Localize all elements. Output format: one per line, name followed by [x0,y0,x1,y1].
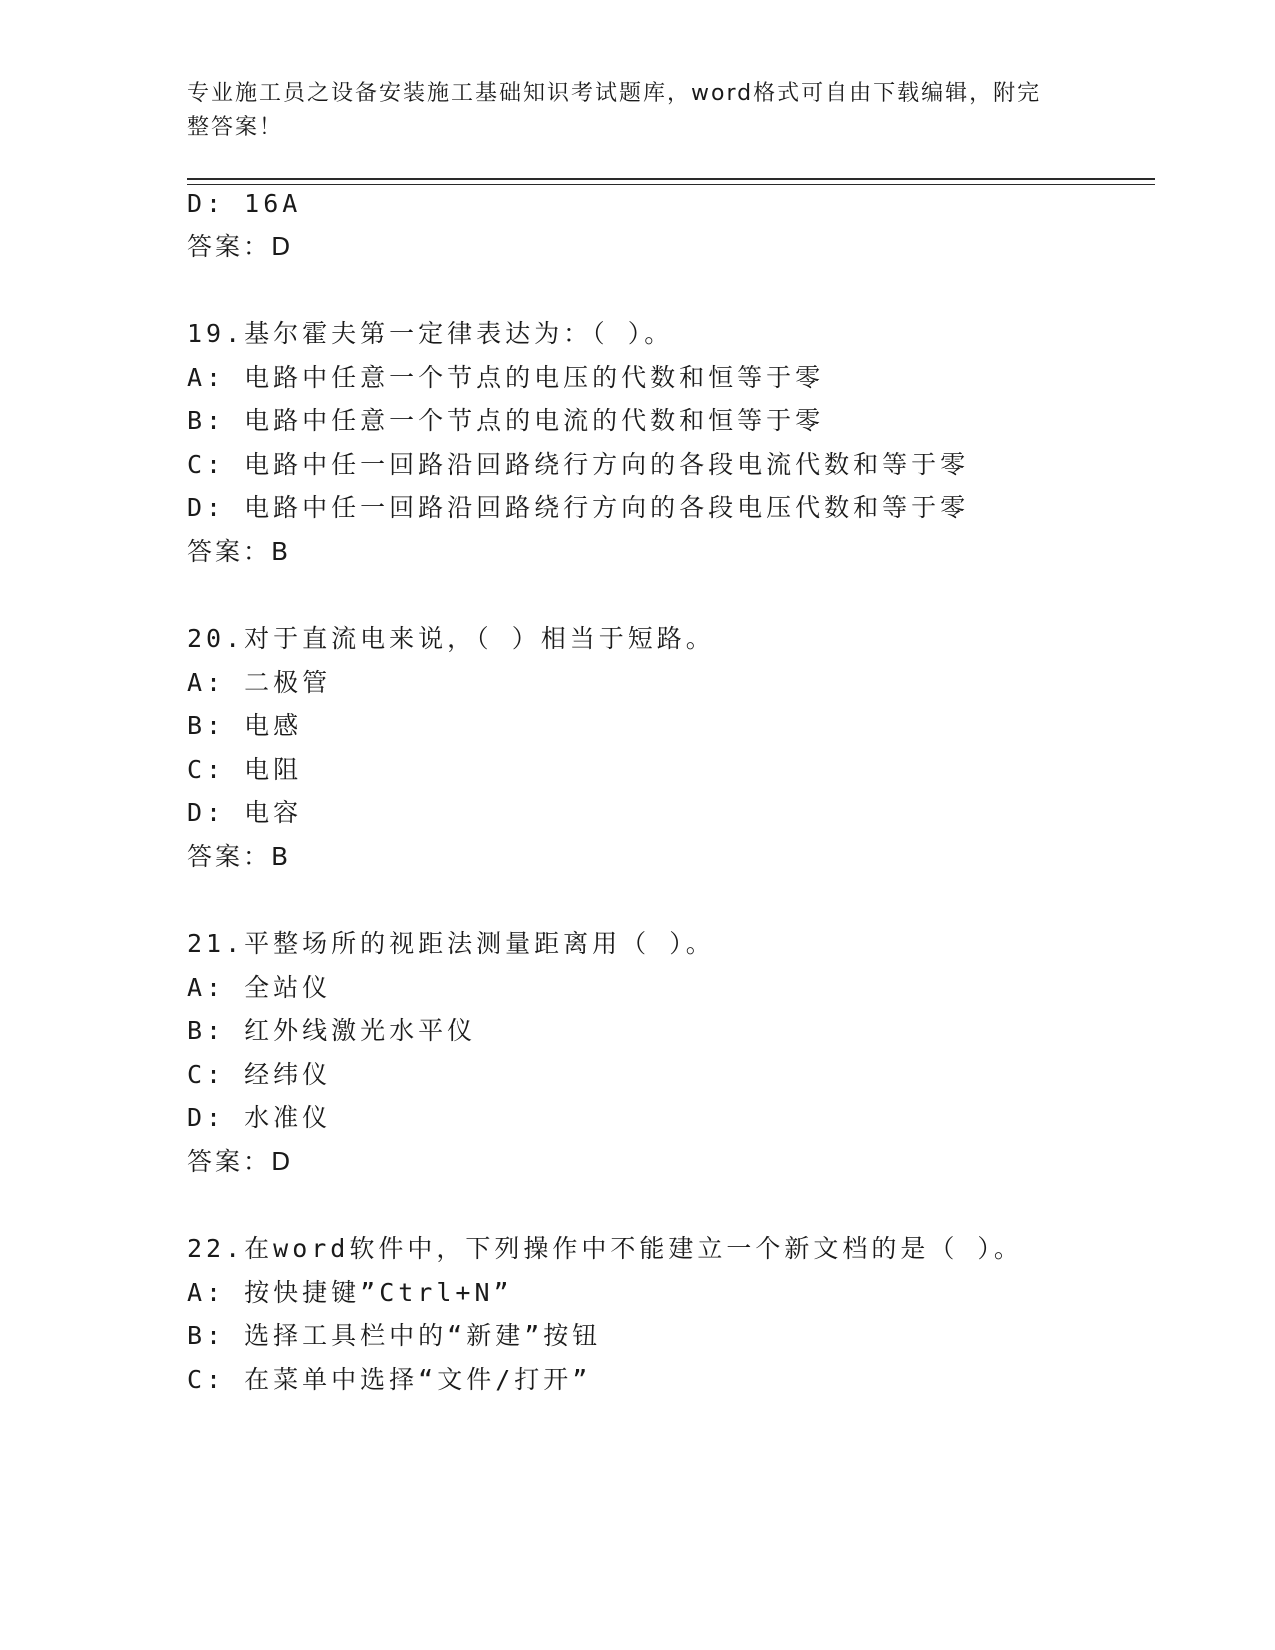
question-stem: 21.平整场所的视距法测量距离用（ ）。 [187,929,715,958]
option-b: B: 红外线激光水平仪 [187,1016,477,1045]
option-b: B: 选择工具栏中的“新建”按钮 [187,1321,602,1350]
option-a: A: 电路中任意一个节点的电压的代数和恒等于零 [187,363,825,392]
answer: 答案：D [187,1147,294,1176]
header-divider-thin [187,184,1155,185]
option-a: A: 二极管 [187,668,332,697]
option-d: D: 水准仪 [187,1103,332,1132]
option-b: B: 电路中任意一个节点的电流的代数和恒等于零 [187,406,825,435]
header-divider-thick [187,178,1155,180]
option-a: A: 全站仪 [187,973,332,1002]
option-b: B: 电感 [187,711,303,740]
answer: 答案：B [187,537,292,566]
answer: 答案：D [187,232,294,261]
header-title-line-2: 整答案！ [187,115,284,140]
option-d: D: 电路中任一回路沿回路绕行方向的各段电压代数和等于零 [187,493,970,522]
option-d: D: 电容 [187,798,303,827]
question-stem: 20.对于直流电来说，（ ）相当于短路。 [187,624,715,653]
option-c: C: 电阻 [187,755,303,784]
header-title-line-1: 专业施工员之设备安装施工基础知识考试题库，word格式可自由下载编辑，附完 [187,81,1042,106]
question-stem: 19.基尔霍夫第一定律表达为：（ ）。 [187,319,674,348]
option-d: D: 16A [187,189,302,218]
answer: 答案：B [187,842,292,871]
option-c: C: 电路中任一回路沿回路绕行方向的各段电流代数和等于零 [187,450,970,479]
option-c: C: 在菜单中选择“文件/打开” [187,1365,592,1394]
option-a: A: 按快捷键”Ctrl+N” [187,1278,513,1307]
option-c: C: 经纬仪 [187,1060,332,1089]
question-stem: 22.在word软件中，下列操作中不能建立一个新文档的是（ ）。 [187,1234,1023,1263]
